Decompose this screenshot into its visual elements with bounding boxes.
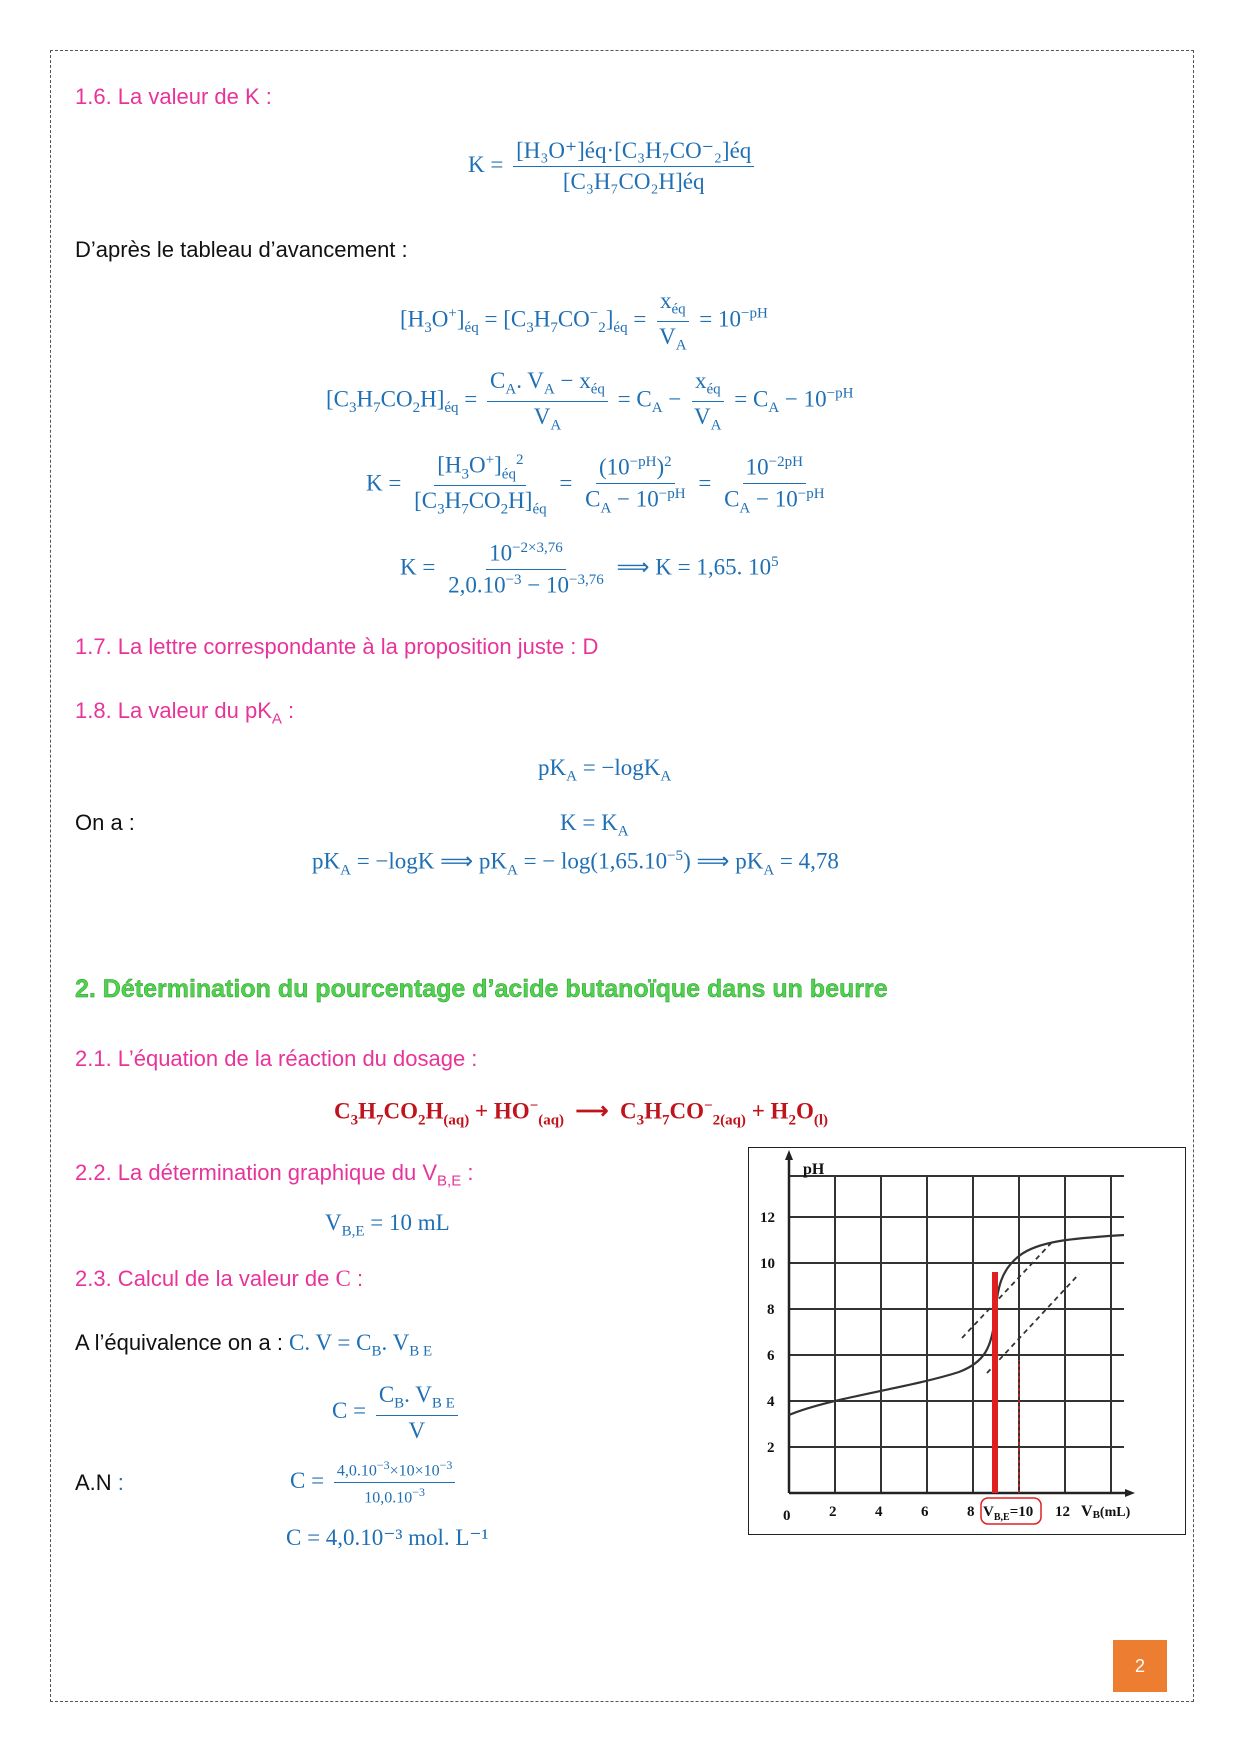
y-tick-10: 10 [760,1256,775,1272]
x-tick-8: 8 [967,1504,975,1520]
x-tick-12: 12 [1055,1504,1070,1520]
heading-1-7: 1.7. La lettre correspondante à la proposition juste : D [75,634,599,659]
x-tick-4: 4 [875,1504,883,1520]
ph-titration-graph [748,1147,1186,1535]
equation-c-numeric: C = $\frac{4,0.10^{-3}\times 10\times 10^{-3}}{10,0.10^{-3}}$ [290,1458,459,1508]
x-axis-arrow [1125,1489,1135,1497]
grid [789,1176,1124,1493]
y-tick-12: 12 [760,1210,775,1226]
vbe-axis-label: $V_{B,E}=10$ [983,1504,1034,1523]
y-tick-6: 6 [767,1348,775,1364]
k-lhs: K = [468,151,504,177]
equation-k-value: K = $\frac{10^{-2\times 3,76}}{2,0.10^{-3} - 10^{-3,76}}$ ⟹ K = 1,65. $10^5$ [400,540,779,598]
reaction-equation: $C_3H_7CO_2H_{(aq)} + HO^-_{(aq)}$ ⟶ $C_3H_7CO^-_{2(aq)} + H_2O_{(l)}$ [334,1098,828,1129]
k-fraction [513,138,754,195]
heading-2-2: 2.2. La détermination graphique du $V_{B,E}$ : [75,1160,474,1190]
an-label: A.N : [75,1470,124,1495]
page-number: 2 [1113,1640,1167,1692]
k-numerator: [H₃O⁺]éq·[C₃H₇CO⁻₂]éq [513,138,754,167]
x-tick-6: 6 [921,1504,929,1520]
x-axis-label: VB(mL) [1081,1503,1131,1521]
k-definition [468,138,758,195]
equation-acid: $[C_3H_7CO_2H]_{éq}$ = $\frac{C_A. V_A - x_{éq}}{V_A}$ = $C_A$ − $\frac{x_{éq}}{V_A}$ = $C_A - 10^{-pH}$ [326,368,854,434]
x-tick-0: 0 [783,1508,791,1524]
vbe-result: $V_{B,E} = 10$ mL [325,1210,450,1240]
c-final-result: C = 4,0.10⁻³ mol. L⁻¹ [286,1525,489,1550]
heading-2-1: 2.1. L’équation de la réaction du dosage : [75,1046,478,1071]
x-tick-2: 2 [829,1504,837,1520]
y-axis-label: pH [803,1161,825,1178]
equation-k-expression: K = $\frac{[H_3O^+]_{éq}^2}{[C_3H_7CO_2H]_{éq}}$ = $\frac{(10^{-pH})^2}{C_A - 10^{-pH}}$ = $\frac{10^{-2pH}}{C_A - 10^{-pH}}$ [366,452,825,518]
heading-2-3: 2.3. Calcul de la valeur de C : [75,1266,364,1291]
y-tick-8: 8 [767,1302,775,1318]
equation-pka-value: $pK_A = -\log K$ ⟹ $pK_A$ = − $\log(1,65.10^{-5})$ ⟹ $pK_A = 4,78$ [312,848,839,879]
y-tick-labels [760,1210,775,1456]
equation-c-formula: C = $\frac{C_B. V_{B E}}{V}$ [332,1382,462,1444]
heading-1-8: 1.8. La valeur du $pK_A$ : [75,698,295,728]
ph-graph-svg [749,1148,1184,1533]
tangent-line-upper [962,1240,1054,1338]
section-2-title: 2. Détermination du pourcentage d’acide butanoïque dans un beurre [75,975,888,1003]
equation-k-ka: $K = K_A$ [560,810,629,840]
y-tick-2: 2 [767,1440,775,1456]
equivalence-line: A l’équivalence on a : C. $V = C_B$. $V_{B E}$ [75,1330,433,1360]
equation-pka-def: $pK_A = -\log K_A$ [538,755,672,785]
on-a-text: On a : [75,810,135,835]
k-denominator: [C₃H₇CO₂H]éq [562,169,705,194]
tableau-text: D’après le tableau d’avancement : [75,237,408,262]
equation-h3o: $[H_3O^+]_{éq} = [C_3H_7CO^-_2]_{éq}$ = $\frac{x_{éq}}{V_A}$ = $10^{-pH}$ [400,288,768,354]
heading-1-6: 1.6. La valeur de K : [75,84,272,109]
y-axis-arrow [785,1150,793,1160]
y-tick-4: 4 [767,1394,775,1410]
